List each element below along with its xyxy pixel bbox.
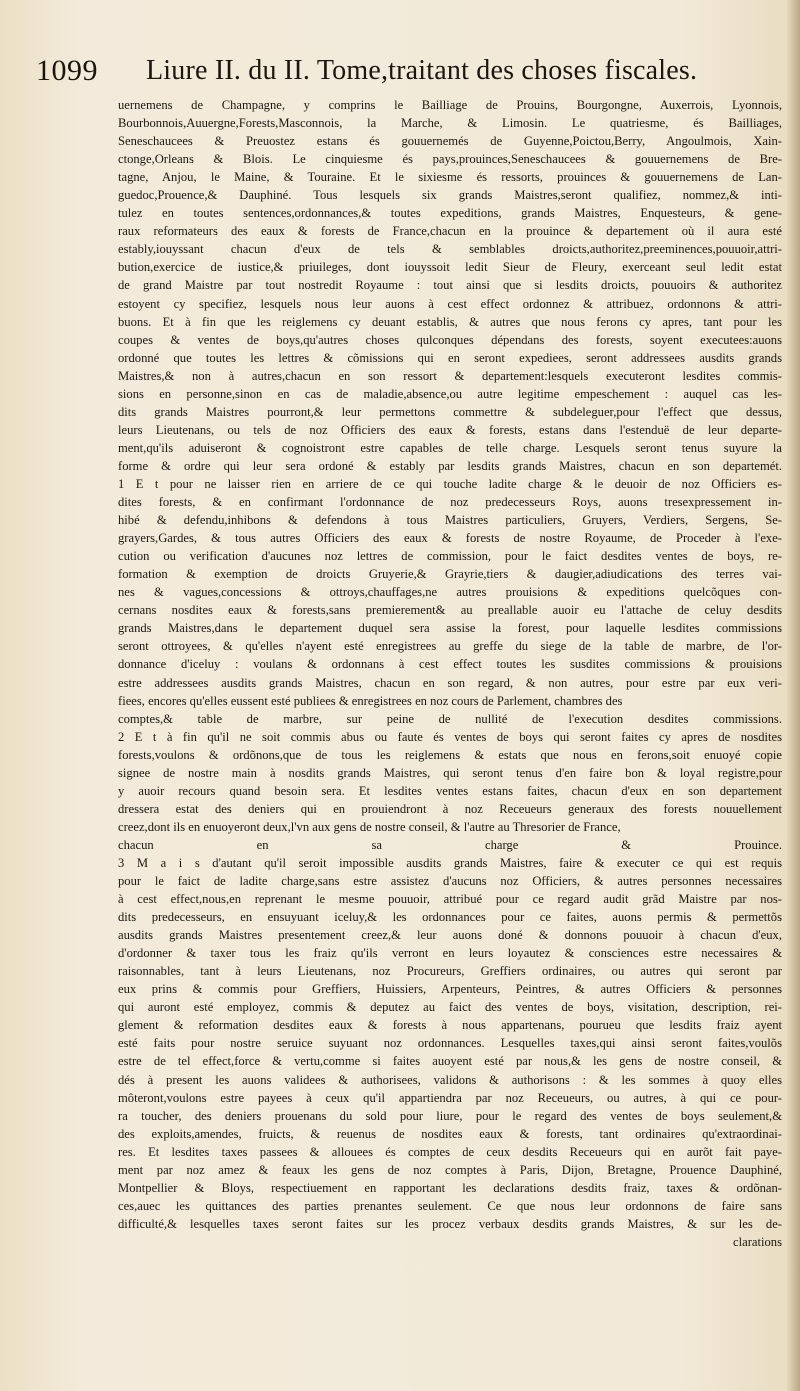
- text-line: de grand Maistre par tout nostredit Royaume : tout ainsi que si lesdits droicts, pouuoirs & authoritez: [118, 278, 782, 293]
- text-line: grands Maistres,dans le departement duquel sera assise la forest, pour laquelle lesdites commissions: [118, 621, 782, 636]
- text-line: fiees, encores qu'elles eussent esté publiees & enregistrees en noz cours de Parlement, chambres des: [118, 693, 623, 708]
- text-line: dressera estat des deniers qui en prouiendront à noz Receueurs generaux des forests nouuellement: [118, 801, 782, 816]
- text-line: cution ou verification d'aucunes noz lettres de commission, pour le faict desdites ventes de boys, re-: [118, 549, 782, 564]
- text-line: dits predecesseurs, en ensuyuant iceluy,& les ordonnances pour ce faites, auons permis & permettõs: [118, 910, 782, 925]
- text-line: Seneschaucees & Preuostez estans és gouuernemés de Guyenne,Poictou,Berry, Angoulmois, Xain-: [118, 134, 782, 149]
- text-line: difficulté,& lesquelles taxes seront faites sur les procez verbaux desdits grands Maistres, & sur les de-: [118, 1216, 782, 1231]
- text-line: ordonné que toutes les lettres & cõmissions qui en seront expediees, seront addressees ausdits grands: [118, 350, 782, 365]
- text-line: forme & ordre qui leur sera ordoné & estably par lesdits grands Maistres, chacun en son departemét.: [118, 458, 782, 473]
- text-line: ra toucher, des deniers prouenans du sold pour liure, pour le regard des ventes de boys seulement,&: [118, 1108, 782, 1123]
- text-line: ment par noz amez & feaux les gens de noz comptes à Paris, Dijon, Bretagne, Prouence Dauphiné,: [118, 1162, 782, 1177]
- page-edge-shadow: [786, 0, 800, 1391]
- text-line: dits grands Maistres pourront,& leur permettons commettre & subdeleguer,pour l'effect que dessus,: [118, 404, 782, 419]
- text-line: ment,qu'ils aduiseront & cognoistront estre capables de telle charge. Lesquels seront tenus suyure la: [118, 440, 782, 455]
- text-line: ausdits grands Maistres presentement creez,& leur auons doné & donnons pouuoir à chacun d'eux,: [118, 928, 782, 943]
- text-line: seront ottroyees, & qu'elles n'ayent esté enregistrees au greffe du siege de la table de marbre, de l'or-: [118, 639, 782, 654]
- text-line: 2 E t à fin qu'il ne soit commis abus ou faute és ventes de boys qui seront faites cy apres de nosdites: [118, 729, 782, 744]
- text-line: comptes,& table de marbre, sur peine de nullité de l'execution desdites commissions.: [118, 711, 782, 726]
- text-line: nes & vagues,concessions & ottroys,chauffages,ne autres prouisions & expeditions quelcõques con-: [118, 585, 782, 600]
- text-line: clarations: [733, 1234, 782, 1249]
- text-line: raisonnables, tant à leurs Lieutenans, noz Procureurs, Greffiers ordinaires, ou autres qui seront par: [118, 964, 782, 979]
- text-line: tagne, Anjou, le Maine, & Touraine. Et le sixiesme és ressorts, prouinces & gouuernemens de Lan-: [118, 170, 782, 185]
- text-line: Montpellier & Bloys, respectiuement en rapportant les declarations desdits fraiz, taxes & ordõnan-: [118, 1180, 782, 1195]
- text-line: raux reformateurs des eaux & forests de France,chacun en la prouince & departement où il aura esté: [118, 224, 782, 239]
- text-line: Bourbonnois,Auuergne,Forests,Masconnois, la Marche, & Limosin. Le quatriesme, és Bailliages,: [118, 116, 782, 131]
- text-line: estre addressees ausdits grands Maistres, chacun en son regard, & non autres, pour estre par eux veri-: [118, 675, 782, 690]
- text-line: buons. Et à fin que les reiglemens cy deuant establis, & autres que nous ferons cy apres, tant pour les: [118, 314, 782, 329]
- text-line: 1 E t pour ne laisser rien en arriere de ce qui touche ladite charge & le deuoir de noz Officiers es-: [118, 476, 782, 491]
- text-line: esté faits pour nostre seruice suyuant noz ordonnances. Lesquelles taxes,qui ainsi seront faites,voulõs: [118, 1036, 782, 1051]
- text-line: eux prins & commis pour Greffiers, Huissiers, Arpenteurs, Peintres, & autres Officiers & personnes: [118, 982, 782, 997]
- text-line: donnance d'iceluy : voulans & ordonnans à cest effect toutes les susdites commissions & prouisions: [118, 657, 782, 672]
- text-line: uernemens de Champagne, y comprins le Bailliage de Prouins, Bourgongne, Auxerrois, Lyonnois,: [118, 98, 782, 112]
- text-line: Maistres,& non à autres,chacun en son ressort & departement:lesquels executeront lesdites commis-: [118, 368, 782, 383]
- text-line: dites forests, & en confirmant l'ordonnance de noz predecesseurs Roys, auons tresexpressement in-: [118, 495, 782, 510]
- page-header: [36, 52, 776, 92]
- text-line: signee de nostre main à nosdits grands Maistres, qui seront tenus d'en faire bon & loyal registre,pour: [118, 765, 782, 780]
- text-line: forests,voulons & ordõnons,que de tous les reiglemens & estats que nous en ferons,soit enuoyé copie: [118, 747, 782, 762]
- text-line: qui auront esté employez, commis & deputez au faict des ventes de boys, visitation, description, rei-: [118, 1000, 782, 1015]
- text-line: glement & reformation desdites eaux & forests à nous appartenans, pourueu que lesdits fraiz ayent: [118, 1018, 782, 1033]
- text-line: dés à present les auons validees & authorisees, validons & authorisons : & les sommes à quoy elles: [118, 1072, 782, 1087]
- text-line: grayers,Gardes, & tous autres Officiers des eaux & forests de nostre Royaume, de Proceder à l'exe-: [118, 531, 782, 546]
- body-text: [118, 96, 782, 1251]
- text-line: d'ordonner & taxer tous les fraiz qu'ils verront en leurs loyautez & consciences estre necessaires &: [118, 946, 782, 961]
- running-title: Liure II. du II. Tome,traitant des choses fiscales.: [146, 55, 698, 86]
- text-line: chacun en sa charge & Prouince.: [118, 837, 782, 852]
- page-number: 1099: [36, 54, 98, 87]
- text-line: des exploits,amendes, fruicts, & reuenus de nosdites eaux & forests, tant ordinaires qu'extraordinai-: [118, 1126, 782, 1141]
- text-line: ctonge,Orleans & Blois. Le cinquiesme és pays,prouinces,Seneschaucees & gouuernemens de Bre-: [118, 152, 782, 167]
- text-line: à cest effect,nous,en reprenant le mesme pouuoir, attribué pour ce regard audit grãd Maistre par nos-: [118, 892, 782, 907]
- text-line: formation & exemption de droicts Gruyerie,& Grayrie,tiers & daugier,adiudications des terres vai-: [118, 567, 782, 582]
- text-line: bution,exercice de iustice,& priuileges, dont iouyssoit ledit Sieur de Fleury, exerceant seul ledit estat: [118, 260, 782, 275]
- text-line: y auoir recours quand besoin sera. Et lesdites ventes estans faites, chacun d'eux en son departement: [118, 783, 782, 798]
- text-line: estoyent cy specifiez, lesquels nous leur auons à cest effect ordonnez & attribuez, ordonnons & attri-: [118, 296, 782, 311]
- text-line: môteront,voulons estre payees à ceux qu'il appartiendra par noz Receueurs, ou autres, à qui ce pour-: [118, 1090, 782, 1105]
- text-line: creez,dont ils en enuoyeront deux,l'vn aux gens de nostre conseil, & l'autre au Thresorier de France,: [118, 819, 621, 834]
- text-line: 3 M a i s d'autant qu'il seroit impossible ausdits grands Maistres, faire & executer ce qui est requis: [118, 855, 782, 870]
- text-line: sions en personne,sinon en cas de maladie,absence,ou autre legitime empeschement : auquel cas les-: [118, 386, 782, 401]
- text-line: cernans nosdites eaux & forests,sans premierement& au preallable auoir eu l'attache de celuy desdits: [118, 603, 782, 618]
- text-line: hibé & defendu,inhibons & defendons à tous Maistres particuliers, Gruyers, Verdiers, Sergens, Se-: [118, 513, 782, 528]
- text-line: ces,auec les quittances des parties prenantes seulement. Ce que nous leur ordonnons de faire sans: [118, 1198, 782, 1213]
- text-line: estably,iouyssant chacun d'eux de tels & semblables droicts,authoritez,preeminences,pouuoir,attri-: [118, 242, 782, 257]
- text-line: guedoc,Prouence,& Dauphiné. Tous lesquels six grands Maistres,seront qualifiez, nommez,& inti-: [118, 188, 782, 203]
- text-line: res. Et lesdites taxes passees & allouees és comptes de ceux desdits Receueurs qui en aurõt fait paye-: [118, 1144, 782, 1159]
- text-line: coupes & ventes de boys,qu'autres choses qulconques dépendans des forests, soyent executees:auons: [118, 332, 782, 347]
- text-line: tulez en toutes sentences,ordonnances,& toutes expeditions, grands Maistres, Enquesteurs, & gene-: [118, 206, 782, 221]
- text-line: estre de tel effect,force & vertu,comme si faites auoyent esté par nous,& les gens de nostre conseil, &: [118, 1054, 782, 1069]
- text-line: pour le faict de ladite charge,sans estre assistez d'aucuns noz Officiers, & autres personnes necessaires: [118, 874, 782, 889]
- text-line: leurs Lieutenans, ou tels de noz Officiers des eaux & forests, estans dans l'estenduë de leur departe-: [118, 422, 782, 437]
